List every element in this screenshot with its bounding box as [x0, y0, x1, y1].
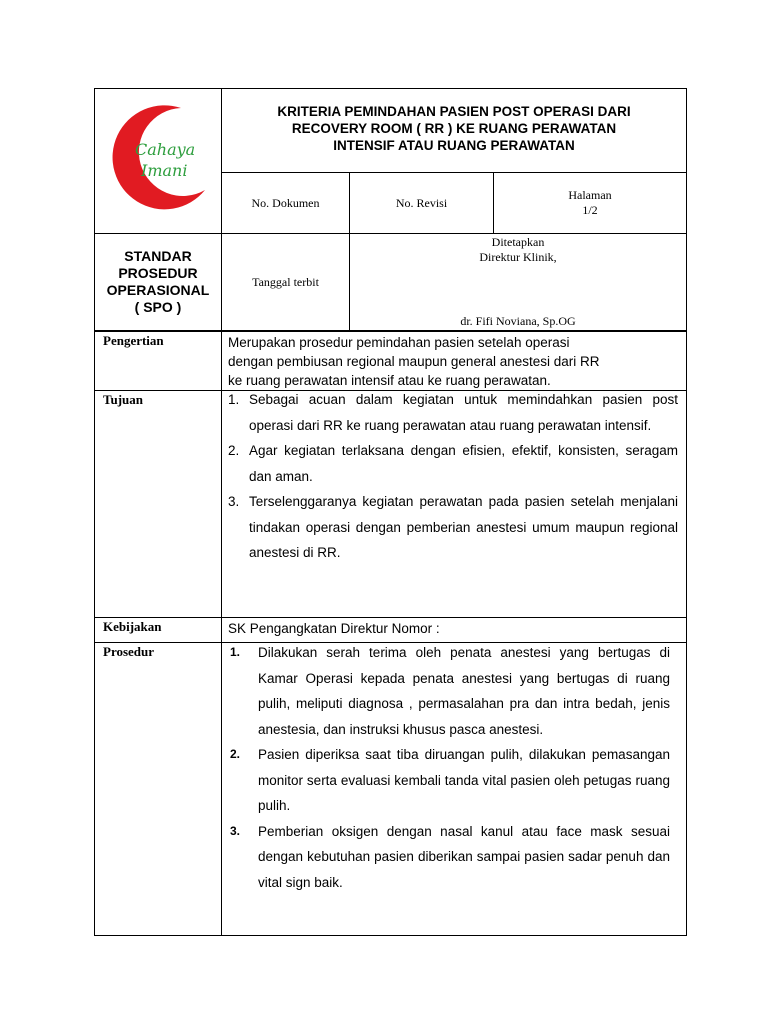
no-dokumen-cell — [222, 173, 350, 234]
pengertian-label: Pengertian — [103, 333, 164, 348]
spo-line-1: STANDAR — [124, 248, 192, 264]
list-item — [228, 489, 678, 566]
spo-line-4: ( SPO ) — [134, 299, 182, 315]
logo-cell — [95, 89, 222, 234]
list-number: 3. — [230, 823, 241, 838]
spo-line-3: OPERASIONAL — [106, 282, 210, 298]
list-text: Pemberian oksigen dengan nasal kanul atau face mask sesuai dengan kebutuhan pasien diberikan sampai pasien sadar penuh dan vital sign baik. — [258, 823, 670, 890]
no-dokumen-label: No. Dokumen — [251, 195, 320, 210]
halaman-value: 1/2 — [582, 203, 598, 217]
logo — [95, 90, 221, 232]
list-text: Dilakukan serah terima oleh penata anestesi yang bertugas di Kamar Operasi kepada penata anestesi yang bertugas di ruang pulih, meliputi diagnosa , permasalahan pra dan intra bedah, jenis anestesia, dan instruksi khusus pasca anestesi. — [258, 645, 670, 737]
list-item — [228, 742, 670, 819]
pengertian-line-1: Merupakan prosedur pemindahan pasien setelah operasi — [228, 335, 570, 350]
halaman-label: Halaman — [568, 188, 612, 202]
kebijakan-label-cell — [95, 618, 222, 643]
list-number: 2. — [228, 443, 240, 458]
list-number: 2. — [230, 747, 241, 761]
tujuan-list — [222, 387, 686, 566]
list-number: 1. — [230, 645, 241, 659]
kebijakan-label: Kebijakan — [103, 619, 162, 634]
list-item — [228, 438, 678, 489]
pengertian-content — [222, 332, 687, 391]
spo-title-cell — [95, 234, 222, 331]
pengertian-label-cell — [95, 332, 222, 391]
tujuan-label: Tujuan — [103, 392, 143, 407]
document-title — [222, 89, 687, 173]
halaman-cell — [494, 173, 687, 234]
tujuan-label-cell — [95, 391, 222, 618]
list-text: Pasien diperiksa saat tiba diruangan pulih, dilakukan pemasangan monitor serta evaluasi kembali tanda vital pasien oleh petugas ruang pulih. — [258, 747, 670, 813]
no-revisi-cell — [350, 173, 494, 234]
list-text: Sebagai acuan dalam kegiatan untuk memindahkan pasien post operasi dari RR ke ruang perawatan atau ruang perawatan intensif. — [249, 392, 678, 433]
spo-line-2: PROSEDUR — [118, 265, 198, 281]
title-line-1: KRITERIA PEMINDAHAN PASIEN POST OPERASI DARI — [277, 104, 631, 119]
list-item — [228, 387, 678, 438]
direktur-label: Direktur Klinik, — [479, 250, 557, 264]
ditetapkan-cell — [350, 234, 687, 331]
content-table — [94, 331, 687, 936]
kebijakan-text: SK Pengangkatan Direktur Nomor : — [228, 621, 440, 636]
title-line-3: INTENSIF ATAU RUANG PERAWATAN — [333, 138, 575, 153]
list-text: Terselenggaranya kegiatan perawatan pada pasien setelah menjalani tindakan operasi dengan pemberian anestesi umum maupun regional anestesi di RR. — [249, 494, 678, 560]
pengertian-line-3: ke ruang perawatan intensif atau ke ruang perawatan. — [228, 373, 551, 388]
no-revisi-label: No. Revisi — [395, 195, 448, 210]
tanggal-terbit-cell — [222, 234, 350, 331]
prosedur-content — [222, 643, 687, 936]
prosedur-list — [222, 640, 686, 895]
list-text: Agar kegiatan terlaksana dengan efisien, efektif, konsisten, seragam dan aman. — [249, 443, 678, 484]
pengertian-line-2: dengan pembiusan regional maupun general anestesi dari RR — [228, 354, 600, 369]
ditetapkan-label: Ditetapkan — [491, 235, 545, 249]
signatory-name: dr. Fifi Noviana, Sp.OG — [460, 314, 576, 328]
header-table — [94, 88, 687, 331]
kebijakan-content — [222, 618, 687, 643]
tanggal-terbit-label: Tanggal terbit — [252, 274, 319, 289]
logo-text-1: Cahaya — [135, 140, 196, 159]
logo-text-2: Imani — [141, 161, 188, 180]
list-number: 3. — [228, 494, 240, 509]
list-item — [228, 819, 670, 896]
prosedur-label-cell — [95, 643, 222, 936]
list-item — [228, 640, 670, 742]
list-number: 1. — [228, 392, 240, 407]
title-line-2: RECOVERY ROOM ( RR ) KE RUANG PERAWATAN — [291, 121, 617, 136]
tujuan-content — [222, 391, 687, 618]
prosedur-label: Prosedur — [103, 644, 155, 659]
